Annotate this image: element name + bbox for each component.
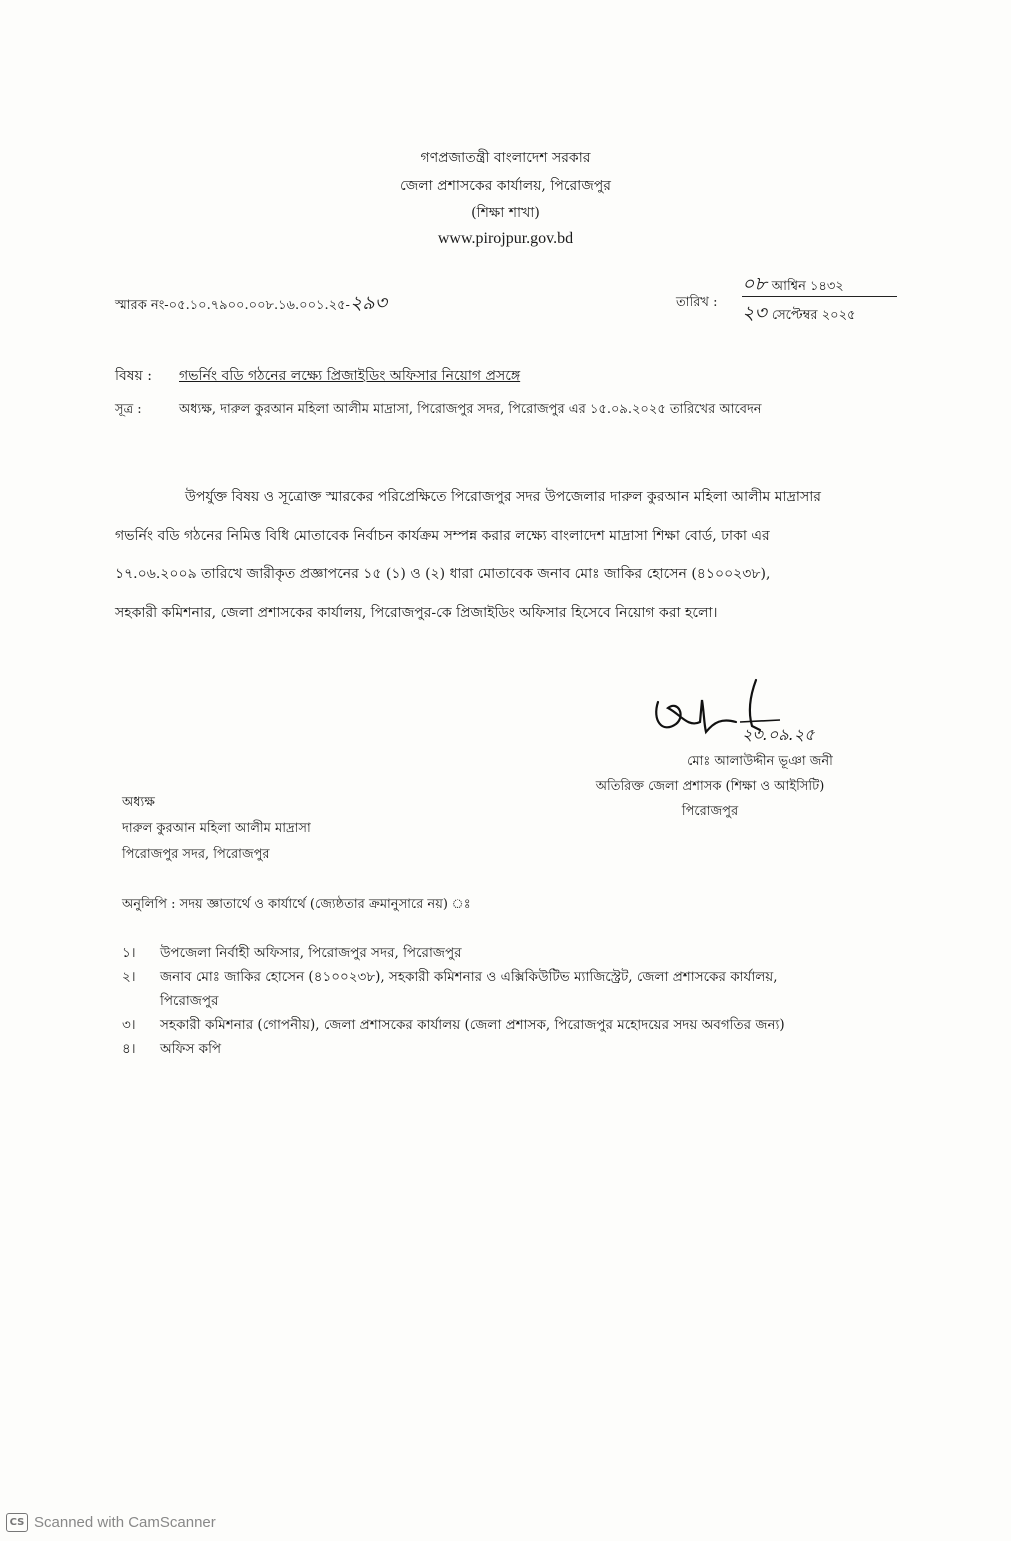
date-block	[742, 270, 902, 325]
date-bengali-day: ০৮	[742, 273, 767, 295]
signatory-location: পিরোজপুর	[681, 804, 739, 819]
date-english-day: ২৩	[742, 302, 767, 324]
camscanner-logo-icon: CS	[6, 1513, 28, 1532]
recipient-block	[122, 790, 311, 868]
body-line: গভর্নিং বডি গঠনের নিমিত্ত বিধি মোতাবেক নির্বাচন কার্যক্রম সম্পন্ন করার লক্ষ্যে বাংলাদেশ মাদ্রাসা শিক্ষা বোর্ড, ঢাকা এর	[115, 527, 770, 544]
subject-text: গভর্নিং বডি গঠনের লক্ষ্যে প্রিজাইডিং অফিসার নিয়োগ প্রসঙ্গে	[179, 368, 521, 384]
recipient-title: অধ্যক্ষ	[122, 795, 155, 810]
section-title: (শিক্ষা শাখা)	[471, 205, 540, 221]
body-paragraph	[115, 478, 900, 632]
reference-text: অধ্যক্ষ, দারুল কুরআন মহিলা আলীম মাদ্রাসা, পিরোজপুর সদর, পিরোজপুর এর ১৫.০৯.২০২৫ তারিখের আবেদন	[179, 402, 762, 417]
camscanner-text: Scanned with CamScanner	[34, 1514, 216, 1531]
body-line: সহকারী কমিশনার, জেলা প্রশাসকের কার্যালয়, পিরোজপুর-কে প্রিজাইডিং অফিসার হিসেবে নিয়োগ করা হলো।	[115, 604, 718, 621]
recipient-institution: দারুল কুরআন মহিলা আলীম মাদ্রাসা	[122, 821, 311, 836]
body-line: উপর্যুক্ত বিষয় ও সূত্রোক্ত স্মারকের পরিপ্রেক্ষিতে পিরোজপুর সদর উপজেলার দারুল কুরআন মহিলা আলীম মাদ্রাসার	[185, 489, 821, 505]
recipient-address: পিরোজপুর সদর, পিরোজপুর	[122, 847, 270, 862]
reference-label: সূত্র :	[115, 402, 142, 417]
list-item: ৩। সহকারী কমিশনার (গোপনীয়), জেলা প্রশাসকের কার্যালয় (জেলা প্রশাসক, পিরোজপুর মহোদয়ের সদয় অবগতির জন্য)	[122, 1017, 785, 1033]
list-item: ৪। অফিস কপি	[122, 1041, 222, 1057]
date-english-month: সেপ্টেম্বর ২০২৫	[771, 308, 856, 323]
website-link[interactable]: www.pirojpur.gov.bd	[437, 230, 574, 247]
copy-heading: অনুলিপি : সদয় জ্ঞাতার্থে ও কার্যার্থে (জ্যেষ্ঠতার ক্রমানুসারে নয়) ঃ	[122, 897, 471, 912]
list-item: ১। উপজেলা নির্বাহী অফিসার, পিরোজপুর সদর, পিরোজপুর	[122, 945, 462, 961]
copy-list	[122, 941, 912, 1061]
memo-number	[115, 289, 387, 321]
reference-line	[115, 400, 762, 421]
date-bengali-month: আশ্বিন ১৪৩২	[771, 279, 844, 294]
body-line: ১৭.০৬.২০০৯ তারিখে জারীকৃত প্রজ্ঞাপনের ১৫ (১) ও (২) ধারা মোতাবেক জনাব মোঃ জাকির হোসেন (৪১০০২৩৮),	[115, 566, 771, 582]
subject-line	[115, 364, 520, 388]
memo-number-text: স্মারক নং-০৫.১০.৭৯০০.০০৮.১৬.০০১.২৫-	[115, 298, 350, 313]
government-title: গণপ্রজাতন্ত্রী বাংলাদেশ সরকার	[420, 150, 591, 166]
office-title: জেলা প্রশাসকের কার্যালয়, পিরোজপুর	[400, 178, 611, 194]
signatory-designation: অতিরিক্ত জেলা প্রশাসক (শিক্ষা ও আইসিটি)	[595, 779, 825, 794]
signature-date: ২৩.০৯.২৫	[742, 725, 815, 744]
signatory-name: মোঃ আলাউদ্দীন ভূঞা জনী	[687, 754, 833, 769]
list-item-continuation: পিরোজপুর	[160, 993, 219, 1009]
camscanner-watermark	[6, 1512, 216, 1532]
memo-number-handwritten: ২৯৩	[349, 292, 387, 314]
subject-label: বিষয় :	[115, 368, 152, 384]
list-item: ২। জনাব মোঃ জাকির হোসেন (৪১০০২৩৮), সহকারী কমিশনার ও এক্সিকিউটিভ ম্যাজিস্ট্রেট, জেলা প্রশাসকের কার্যালয়,	[122, 969, 778, 985]
date-label: তারিখ :	[676, 295, 718, 310]
